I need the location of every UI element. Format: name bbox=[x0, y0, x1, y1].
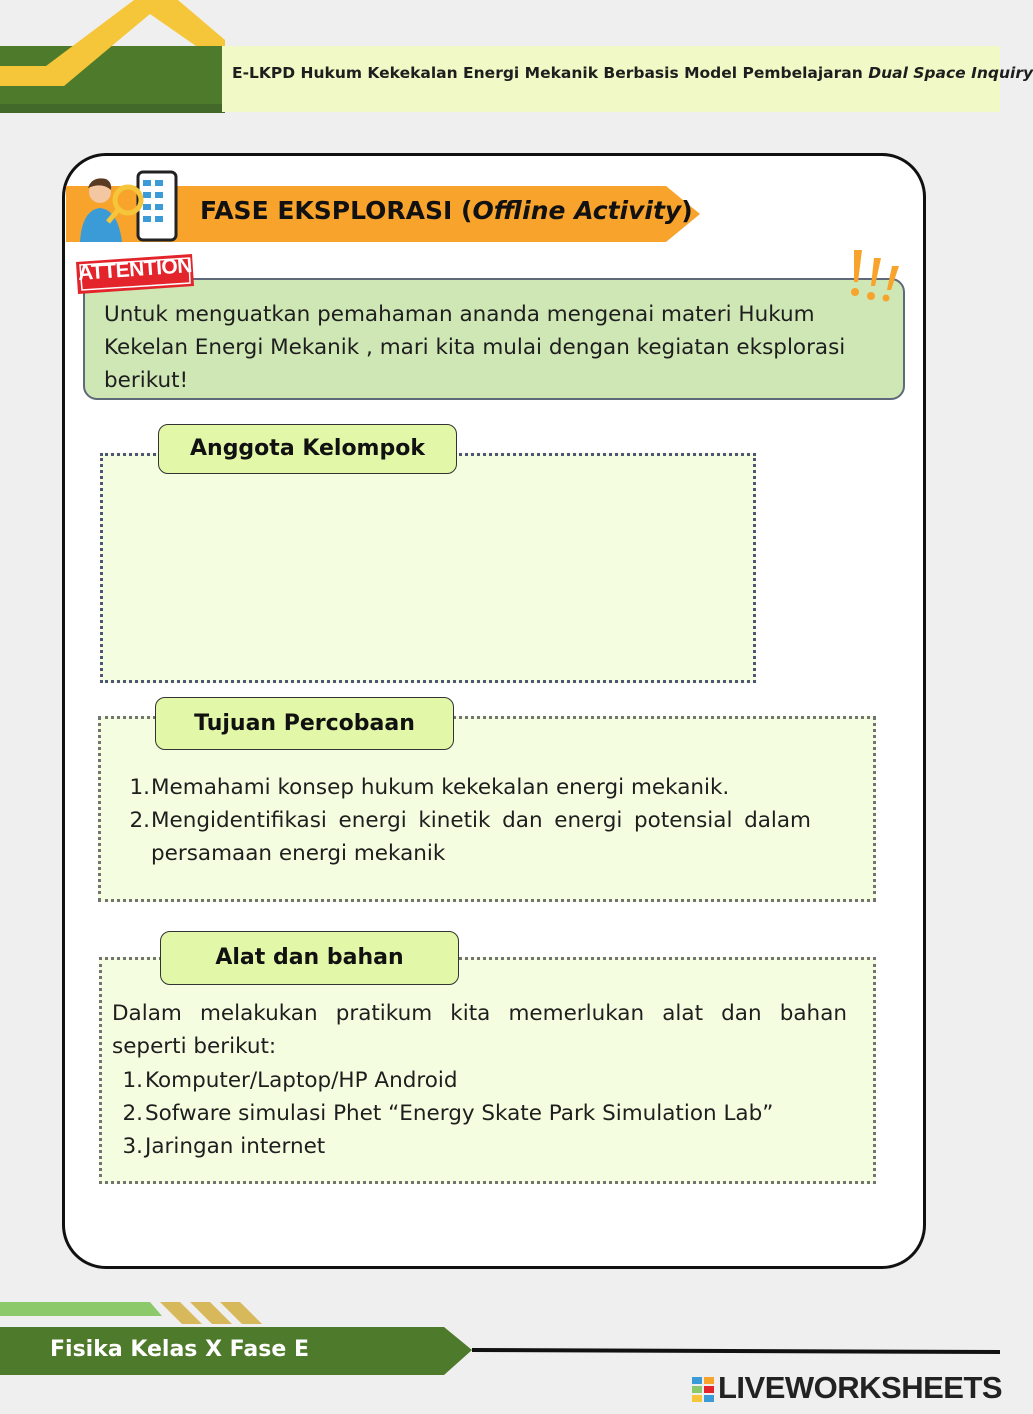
exclamation-icon bbox=[840, 246, 910, 304]
tools-list bbox=[121, 1064, 821, 1163]
members-label: Anggota Kelompok bbox=[158, 424, 457, 474]
list-item: 2. Mengidentifikasi energi kinetik dan energi potensial dalam persamaan energi mekanik bbox=[129, 808, 811, 866]
liveworksheets-logo-icon bbox=[692, 1377, 716, 1403]
list-item: 2. Sofware simulasi Phet “Energy Skate Park Simulation Lab” bbox=[122, 1101, 774, 1126]
header-decoration bbox=[0, 0, 225, 115]
liveworksheets-brand[interactable]: LIVEWORKSHEETS bbox=[718, 1370, 1003, 1405]
explorer-illustration-icon bbox=[76, 170, 182, 242]
members-input-area[interactable] bbox=[100, 453, 756, 683]
attention-label: ATTENTION bbox=[77, 254, 193, 285]
phase-title: FASE EKSPLORASI (Offline Activity) bbox=[200, 196, 693, 225]
tools-label: Alat dan bahan bbox=[160, 931, 459, 985]
attention-text: Untuk menguatkan pemahaman ananda mengenai materi Hukum Kekelan Energi Mekanik , mari kita mulai dengan kegiatan eksplorasi berikut! bbox=[104, 302, 846, 393]
tools-intro: Dalam melakukan pratikum kita memerlukan alat dan bahan seperti berikut: bbox=[112, 1001, 847, 1059]
goal-list bbox=[128, 771, 811, 870]
header-title: E-LKPD Hukum Kekekalan Energi Mekanik Berbasis Model Pembelajaran Dual Space Inquiry bbox=[232, 64, 1033, 82]
list-item: 3. Jaringan internet bbox=[122, 1134, 326, 1159]
goal-label: Tujuan Percobaan bbox=[155, 697, 454, 750]
list-item: 1. Komputer/Laptop/HP Android bbox=[122, 1068, 458, 1093]
list-item: 1. Memahami konsep hukum kekekalan energi mekanik. bbox=[129, 775, 730, 800]
footer-text: Fisika Kelas X Fase E bbox=[50, 1337, 309, 1362]
